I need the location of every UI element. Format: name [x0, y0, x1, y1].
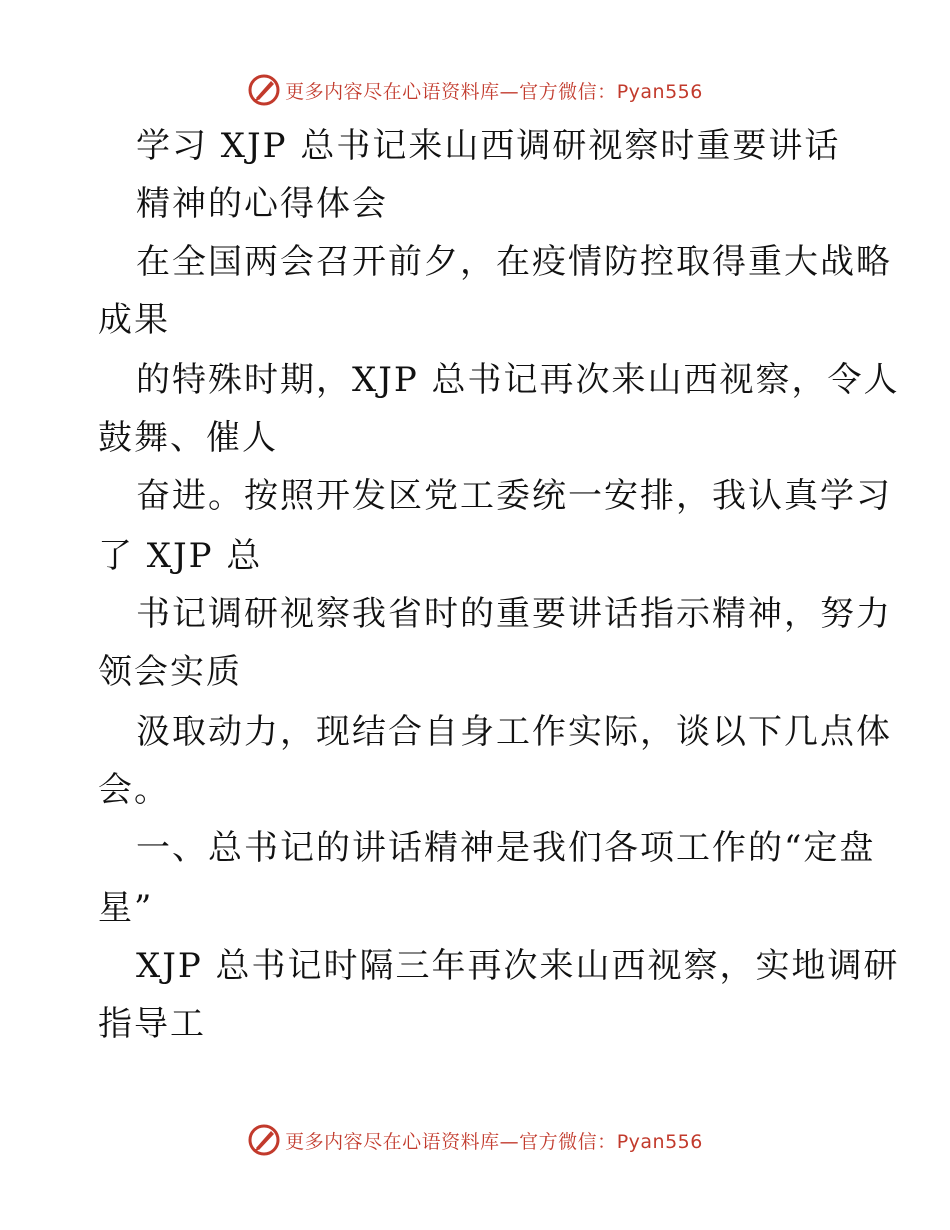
doc-line: 了 XJP 总 [98, 536, 263, 576]
doc-line: 在全国两会召开前夕，在疫情防控取得重大战略 [136, 242, 892, 282]
banner-text [285, 1127, 703, 1154]
banner-wechat-id: Pyan556 [616, 1130, 703, 1153]
doc-line: 的特殊时期，XJP 总书记再次来山西视察，令人 [136, 360, 900, 400]
banner-site-text: 更多内容尽在心语资料库 [285, 80, 500, 103]
header-banner [0, 72, 950, 108]
doc-line: 会。 [98, 770, 170, 810]
banner-wechat-label: 官方微信： [519, 80, 617, 103]
banner-separator: — [499, 1130, 520, 1153]
banner-site-text: 更多内容尽在心语资料库 [285, 1130, 500, 1153]
doc-line: 指导工 [98, 1004, 206, 1044]
doc-line: 成果 [98, 300, 170, 340]
quill-pen-logo-icon [247, 1123, 281, 1157]
doc-line: 领会实质 [98, 652, 242, 692]
doc-section-heading-cont: 星” [98, 888, 154, 928]
doc-line: 汲取动力，现结合自身工作实际，谈以下几点体 [136, 712, 892, 752]
doc-line: 书记调研视察我省时的重要讲话指示精神，努力 [136, 594, 892, 634]
doc-line: 奋进。按照开发区党工委统一安排，我认真学习 [136, 476, 892, 516]
doc-line: 鼓舞、催人 [98, 418, 278, 458]
doc-title-line-2: 精神的心得体会 [136, 184, 388, 224]
quill-pen-logo-icon [247, 73, 281, 107]
footer-banner [0, 1122, 950, 1158]
banner-text [285, 77, 703, 104]
doc-section-heading: 一、总书记的讲话精神是我们各项工作的“定盘 [136, 828, 876, 868]
doc-title-line-1: 学习 XJP 总书记来山西调研视察时重要讲话 [136, 126, 841, 166]
doc-line: XJP 总书记时隔三年再次来山西视察，实地调研 [136, 946, 900, 986]
banner-wechat-id: Pyan556 [616, 80, 703, 103]
banner-wechat-label: 官方微信： [519, 1130, 617, 1153]
banner-separator: — [499, 80, 520, 103]
